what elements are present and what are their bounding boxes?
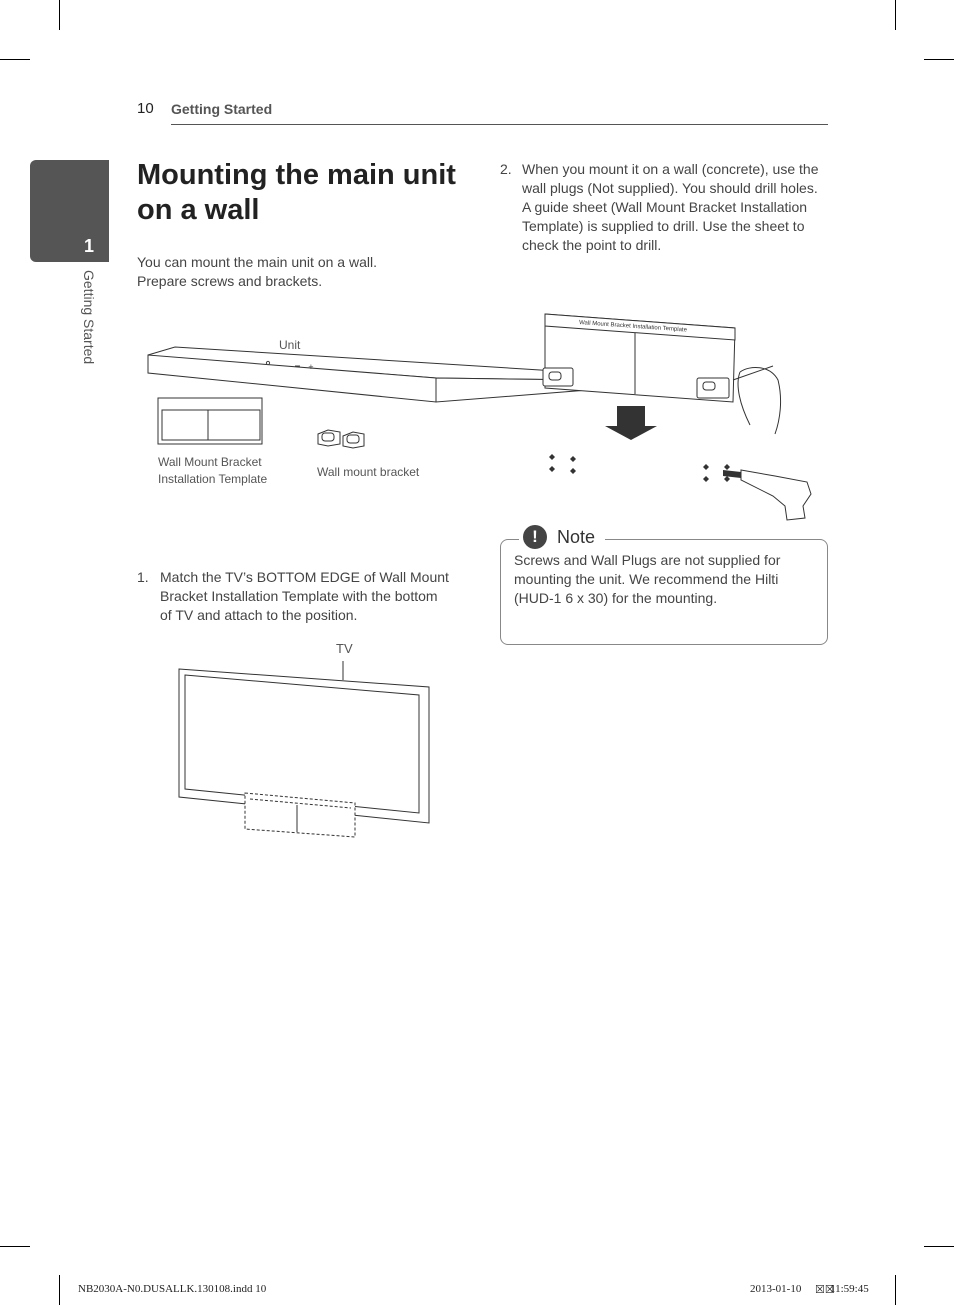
intro-text (137, 253, 377, 291)
footer-date: 2013-01-10 (750, 1283, 802, 1295)
chapter-label (81, 270, 101, 390)
note-text (514, 551, 780, 608)
step-number: 1. (137, 569, 149, 585)
crop-mark (924, 1246, 954, 1247)
step-line: of TV and attach to the position. (160, 607, 358, 623)
chapter-number: 1 (84, 236, 95, 256)
crop-mark (0, 1246, 30, 1247)
svg-text:+: + (308, 363, 314, 371)
bracket-label: Wall mount bracket (317, 465, 420, 479)
template-sheet-text: Wall Mount Bracket Installation Template (578, 320, 688, 334)
step-line: A guide sheet (Wall Mount Bracket Installation (522, 199, 808, 215)
template-label-line: Wall Mount Bracket (158, 455, 262, 469)
crop-mark (895, 1275, 896, 1305)
step-line: Template) is supplied to drill. Use the sheet to (522, 218, 805, 234)
intro-line: You can mount the main unit on a wall. (137, 254, 377, 270)
page-title: Mounting the main unit on a wall (137, 159, 456, 226)
step-line: check the point to drill. (522, 237, 662, 253)
exclamation-icon: ! (523, 525, 547, 549)
intro-line: Prepare screws and brackets. (137, 273, 323, 289)
footer-time: 11:59:45 (830, 1283, 869, 1295)
note-line: (HUD-1 6 x 30) for the mounting. (514, 590, 718, 606)
template-label-line: Installation Template (158, 472, 268, 486)
crop-mark (895, 0, 896, 30)
footer-file: NB2030A-N0.DUSALLK.130108.indd 10 (78, 1283, 267, 1295)
note-header (519, 525, 605, 549)
note-line: Screws and Wall Plugs are not supplied for (514, 552, 781, 568)
note-line: mounting the unit. We recommend the Hilti (514, 571, 779, 587)
footer-time-prefix: ☒☒ (815, 1284, 835, 1296)
tv-label: TV (336, 641, 353, 656)
step-line: When you mount it on a wall (concrete), use the (522, 161, 819, 177)
crop-mark (924, 59, 954, 60)
header-rule (171, 124, 828, 125)
step-number: 2. (500, 161, 512, 177)
template-label (158, 454, 267, 488)
step-1-text (160, 568, 449, 625)
tv-illustration (175, 655, 435, 845)
step-line: wall plugs (Not supplied). You should drill holes. (522, 180, 818, 196)
note-title: Note (557, 526, 596, 547)
section-header: Getting Started (171, 101, 273, 117)
step-2-text (522, 160, 818, 255)
step-line: Match the TV’s BOTTOM EDGE of Wall Mount (160, 569, 449, 585)
step-line: Bracket Installation Template with the bottom (160, 588, 438, 604)
chapter-label-text: Getting Started (81, 270, 97, 365)
drilling-illustration (535, 310, 825, 525)
unit-label: Unit (279, 338, 301, 352)
crop-mark (59, 0, 60, 30)
page-number: 10 (137, 100, 154, 117)
chapter-tab (30, 160, 109, 262)
crop-mark (0, 59, 30, 60)
crop-mark (59, 1275, 60, 1305)
